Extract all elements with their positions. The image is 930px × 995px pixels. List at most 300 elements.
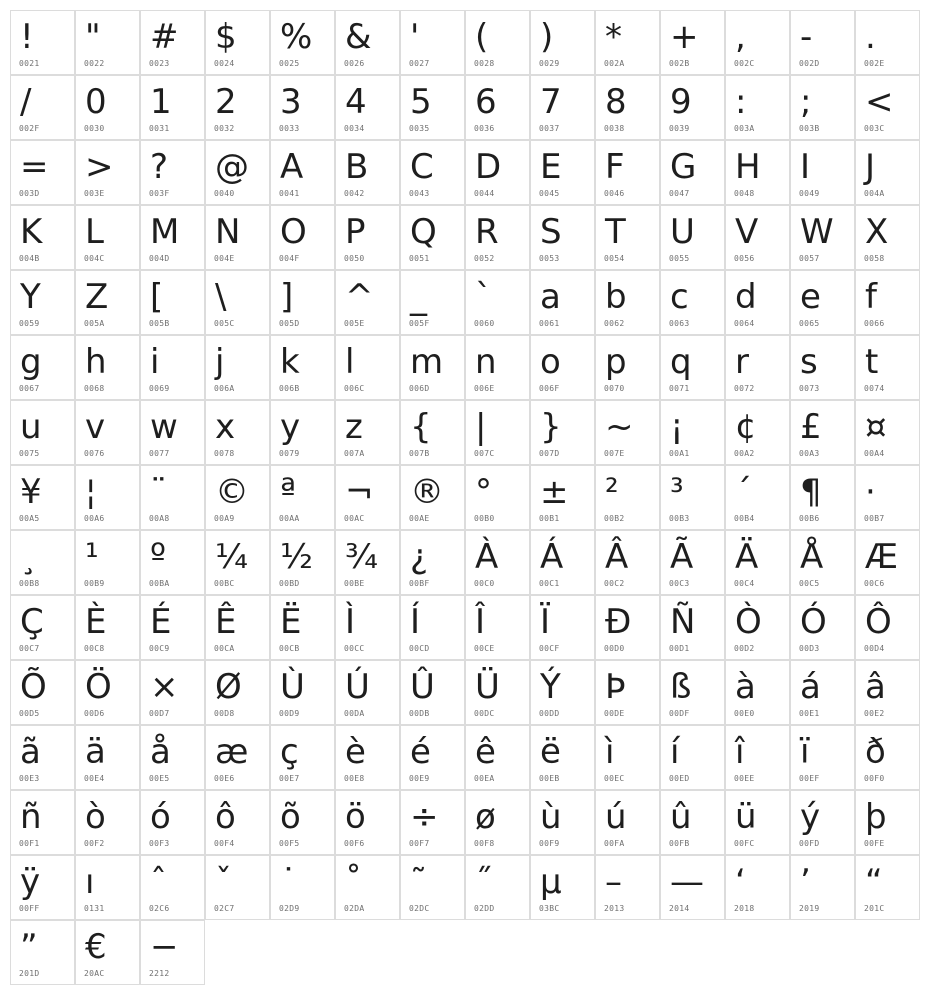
glyph-character: ! [20, 17, 34, 57]
glyph-codepoint: 00E2 [864, 709, 885, 718]
glyph-codepoint: 00A9 [214, 514, 235, 523]
glyph-cell [205, 530, 270, 595]
glyph-codepoint: 0042 [344, 189, 365, 198]
glyph-character: Á [540, 537, 564, 577]
glyph-codepoint: 00EF [799, 774, 820, 783]
glyph-character: ` [475, 277, 492, 317]
glyph-character: ì [605, 732, 615, 772]
glyph-codepoint: 00D6 [84, 709, 105, 718]
glyph-cell [465, 205, 530, 270]
glyph-character: ð [865, 732, 886, 772]
glyph-codepoint: 2018 [734, 904, 755, 913]
glyph-codepoint: 00CC [344, 644, 365, 653]
glyph-codepoint: 00A1 [669, 449, 690, 458]
glyph-character: G [670, 147, 697, 187]
glyph-codepoint: 00E0 [734, 709, 755, 718]
glyph-codepoint: 00C5 [799, 579, 820, 588]
glyph-character: Ë [280, 602, 302, 642]
glyph-character: P [345, 212, 366, 252]
glyph-character: Ó [800, 602, 827, 642]
glyph-codepoint: 00B9 [84, 579, 105, 588]
glyph-codepoint: 0076 [84, 449, 105, 458]
glyph-character: N [215, 212, 241, 252]
glyph-codepoint: 00FD [799, 839, 820, 848]
glyph-cell [855, 595, 920, 660]
glyph-cell [660, 400, 725, 465]
glyph-character: ’ [800, 862, 811, 902]
glyph-cell [205, 335, 270, 400]
glyph-cell [465, 595, 530, 660]
glyph-codepoint: 00A2 [734, 449, 755, 458]
glyph-cell [595, 270, 660, 335]
glyph-character: ¬ [345, 472, 374, 512]
glyph-character: û [670, 797, 692, 837]
glyph-cell [10, 75, 75, 140]
glyph-character: ^ [345, 277, 374, 317]
glyph-codepoint: 00EB [539, 774, 560, 783]
glyph-cell [660, 75, 725, 140]
glyph-cell [790, 725, 855, 790]
glyph-codepoint: 00E5 [149, 774, 170, 783]
glyph-character: ® [410, 472, 444, 512]
glyph-cell [205, 790, 270, 855]
glyph-character: | [475, 407, 487, 447]
glyph-cell [660, 335, 725, 400]
glyph-cell [270, 335, 335, 400]
glyph-codepoint: 0058 [864, 254, 885, 263]
glyph-codepoint: 00DB [409, 709, 430, 718]
glyph-cell [465, 140, 530, 205]
glyph-cell [530, 725, 595, 790]
glyph-character: . [865, 17, 876, 57]
glyph-cell [10, 530, 75, 595]
glyph-cell [530, 270, 595, 335]
glyph-character: ¸ [20, 537, 37, 577]
glyph-cell [465, 465, 530, 530]
glyph-cell [270, 10, 335, 75]
glyph-cell [530, 790, 595, 855]
glyph-codepoint: 0031 [149, 124, 170, 133]
glyph-character: · [865, 472, 876, 512]
glyph-character: ) [540, 17, 554, 57]
glyph-cell [530, 140, 595, 205]
glyph-character: ë [540, 732, 561, 772]
glyph-codepoint: 03BC [539, 904, 560, 913]
glyph-codepoint: 00A5 [19, 514, 40, 523]
glyph-cell [335, 595, 400, 660]
glyph-codepoint: 00B0 [474, 514, 495, 523]
glyph-codepoint: 007A [344, 449, 365, 458]
glyph-codepoint: 00E3 [19, 774, 40, 783]
glyph-character: 1 [150, 82, 172, 122]
glyph-character: × [150, 667, 179, 707]
glyph-codepoint: 0027 [409, 59, 430, 68]
glyph-codepoint: 0043 [409, 189, 430, 198]
glyph-cell [530, 465, 595, 530]
glyph-cell [140, 725, 205, 790]
glyph-codepoint: 00BE [344, 579, 365, 588]
glyph-character: V [735, 212, 759, 252]
glyph-cell [465, 790, 530, 855]
glyph-character: ¿ [410, 537, 429, 577]
glyph-codepoint: 0072 [734, 384, 755, 393]
glyph-character: ¥ [20, 472, 42, 512]
glyph-character: i [150, 342, 160, 382]
glyph-character: Ã [670, 537, 694, 577]
glyph-character: I [800, 147, 811, 187]
glyph-codepoint: 00E8 [344, 774, 365, 783]
glyph-character: h [85, 342, 107, 382]
glyph-codepoint: 0056 [734, 254, 755, 263]
glyph-codepoint: 00BD [279, 579, 300, 588]
glyph-codepoint: 0078 [214, 449, 235, 458]
glyph-codepoint: 005C [214, 319, 235, 328]
glyph-codepoint: 00A4 [864, 449, 885, 458]
glyph-cell [10, 660, 75, 725]
glyph-character: ? [150, 147, 169, 187]
glyph-cell [270, 530, 335, 595]
glyph-cell [75, 530, 140, 595]
glyph-codepoint: 00F7 [409, 839, 430, 848]
glyph-cell [465, 75, 530, 140]
glyph-cell [205, 75, 270, 140]
glyph-cell [465, 855, 530, 920]
glyph-codepoint: 00D2 [734, 644, 755, 653]
glyph-cell [595, 205, 660, 270]
glyph-cell [725, 400, 790, 465]
glyph-character: ê [475, 732, 496, 772]
glyph-codepoint: 0071 [669, 384, 690, 393]
glyph-codepoint: 00B8 [19, 579, 40, 588]
glyph-codepoint: 005E [344, 319, 365, 328]
glyph-codepoint: 0037 [539, 124, 560, 133]
glyph-codepoint: 0024 [214, 59, 235, 68]
glyph-codepoint: 002D [799, 59, 820, 68]
glyph-character: s [800, 342, 818, 382]
glyph-codepoint: 00E6 [214, 774, 235, 783]
glyph-cell [205, 660, 270, 725]
glyph-character: q [670, 342, 692, 382]
glyph-cell [10, 205, 75, 270]
glyph-cell [335, 465, 400, 530]
glyph-codepoint: 003A [734, 124, 755, 133]
glyph-codepoint: 00AA [279, 514, 300, 523]
glyph-character: & [345, 17, 372, 57]
glyph-codepoint: 00F1 [19, 839, 40, 848]
glyph-cell [725, 465, 790, 530]
glyph-cell [530, 530, 595, 595]
glyph-character: \ [215, 277, 227, 317]
glyph-codepoint: 00B7 [864, 514, 885, 523]
glyph-cell [595, 335, 660, 400]
glyph-character: % [280, 17, 313, 57]
glyph-character: ˆ [150, 862, 167, 902]
glyph-character: > [85, 147, 114, 187]
glyph-cell [140, 335, 205, 400]
glyph-codepoint: 002E [864, 59, 885, 68]
glyph-codepoint: 00FA [604, 839, 625, 848]
glyph-cell [205, 465, 270, 530]
glyph-cell [140, 140, 205, 205]
glyph-character: € [85, 927, 107, 967]
glyph-codepoint: 0079 [279, 449, 300, 458]
glyph-cell [465, 10, 530, 75]
glyph-codepoint: 00DD [539, 709, 560, 718]
glyph-character: D [475, 147, 502, 187]
glyph-codepoint: 00CD [409, 644, 430, 653]
glyph-cell [855, 530, 920, 595]
glyph-cell [400, 335, 465, 400]
glyph-cell [400, 725, 465, 790]
glyph-codepoint: 0023 [149, 59, 170, 68]
glyph-character: / [20, 82, 32, 122]
glyph-codepoint: 2019 [799, 904, 820, 913]
glyph-character: º [150, 537, 167, 577]
glyph-character: © [215, 472, 249, 512]
glyph-codepoint: 00B2 [604, 514, 625, 523]
glyph-cell [530, 205, 595, 270]
glyph-character: ï [800, 732, 810, 772]
glyph-character: o [540, 342, 561, 382]
glyph-character: Ï [540, 602, 551, 642]
glyph-character: ½ [280, 537, 313, 577]
glyph-cell [270, 725, 335, 790]
glyph-cell [595, 530, 660, 595]
glyph-character: ‘ [735, 862, 746, 902]
glyph-character: ' [410, 17, 420, 57]
glyph-codepoint: 0030 [84, 124, 105, 133]
glyph-character: R [475, 212, 499, 252]
glyph-character: k [280, 342, 300, 382]
glyph-character: j [215, 342, 225, 382]
glyph-codepoint: 006A [214, 384, 235, 393]
glyph-cell [400, 465, 465, 530]
glyph-character: Ð [605, 602, 632, 642]
glyph-character: u [20, 407, 42, 447]
glyph-cell [140, 205, 205, 270]
glyph-character: T [605, 212, 626, 252]
glyph-codepoint: 00F6 [344, 839, 365, 848]
glyph-codepoint: 00B3 [669, 514, 690, 523]
glyph-codepoint: 00F8 [474, 839, 495, 848]
glyph-cell [790, 140, 855, 205]
glyph-codepoint: 00A8 [149, 514, 170, 523]
glyph-codepoint: 0053 [539, 254, 560, 263]
glyph-cell [140, 855, 205, 920]
glyph-cell [10, 790, 75, 855]
glyph-codepoint: 003D [19, 189, 40, 198]
glyph-character: 2 [215, 82, 237, 122]
glyph-codepoint: 00DF [669, 709, 690, 718]
glyph-codepoint: 00C0 [474, 579, 495, 588]
glyph-codepoint: 00E4 [84, 774, 105, 783]
glyph-codepoint: 002B [669, 59, 690, 68]
glyph-cell [400, 855, 465, 920]
glyph-character: O [280, 212, 307, 252]
glyph-codepoint: 00C4 [734, 579, 755, 588]
glyph-codepoint: 00F3 [149, 839, 170, 848]
glyph-character: ó [150, 797, 171, 837]
glyph-codepoint: 0060 [474, 319, 495, 328]
glyph-character: K [20, 212, 43, 252]
glyph-codepoint: 0074 [864, 384, 885, 393]
glyph-cell [530, 400, 595, 465]
glyph-character: b [605, 277, 627, 317]
glyph-character: Ù [280, 667, 305, 707]
glyph-cell [270, 790, 335, 855]
glyph-character: f [865, 277, 877, 317]
glyph-codepoint: 002C [734, 59, 755, 68]
glyph-cell [205, 400, 270, 465]
glyph-character: F [605, 147, 625, 187]
glyph-cell [790, 75, 855, 140]
glyph-codepoint: 00AC [344, 514, 365, 523]
glyph-cell [140, 465, 205, 530]
glyph-character: μ [540, 862, 562, 902]
glyph-codepoint: 00C2 [604, 579, 625, 588]
glyph-cell [595, 465, 660, 530]
glyph-character: ] [280, 277, 294, 317]
glyph-character: J [865, 147, 876, 187]
glyph-codepoint: 00FE [864, 839, 885, 848]
glyph-cell [400, 270, 465, 335]
glyph-codepoint: 00F0 [864, 774, 885, 783]
glyph-character: Î [475, 602, 486, 642]
glyph-character: Q [410, 212, 437, 252]
glyph-cell [10, 465, 75, 530]
glyph-cell [530, 10, 595, 75]
glyph-cell [205, 855, 270, 920]
glyph-character: Ö [85, 667, 112, 707]
glyph-character: d [735, 277, 757, 317]
glyph-codepoint: 00DC [474, 709, 495, 718]
glyph-cell [725, 855, 790, 920]
glyph-codepoint: 0061 [539, 319, 560, 328]
glyph-cell [205, 10, 270, 75]
glyph-codepoint: 00D9 [279, 709, 300, 718]
glyph-codepoint: 00D7 [149, 709, 170, 718]
glyph-codepoint: 00DE [604, 709, 625, 718]
glyph-codepoint: 0052 [474, 254, 495, 263]
glyph-codepoint: 0057 [799, 254, 820, 263]
glyph-codepoint: 00F9 [539, 839, 560, 848]
glyph-codepoint: 00D0 [604, 644, 625, 653]
glyph-codepoint: 0044 [474, 189, 495, 198]
glyph-cell [335, 660, 400, 725]
glyph-character: 7 [540, 82, 562, 122]
glyph-codepoint: 00B4 [734, 514, 755, 523]
glyph-character: ˚ [345, 862, 362, 902]
glyph-character: + [670, 17, 699, 57]
glyph-codepoint: 02C6 [149, 904, 170, 913]
glyph-character: x [215, 407, 236, 447]
glyph-character: * [605, 17, 622, 57]
glyph-cell [205, 270, 270, 335]
glyph-codepoint: 007B [409, 449, 430, 458]
glyph-cell [725, 335, 790, 400]
glyph-character: þ [865, 797, 887, 837]
glyph-cell [10, 270, 75, 335]
glyph-cell [660, 725, 725, 790]
glyph-cell [790, 790, 855, 855]
glyph-codepoint: 00BA [149, 579, 170, 588]
glyph-codepoint: 00EA [474, 774, 495, 783]
glyph-character: ß [670, 667, 692, 707]
glyph-codepoint: 0063 [669, 319, 690, 328]
glyph-codepoint: 0026 [344, 59, 365, 68]
glyph-character: ÷ [410, 797, 439, 837]
glyph-character: " [85, 17, 101, 57]
glyph-cell [725, 140, 790, 205]
glyph-character: 9 [670, 82, 692, 122]
glyph-character: { [410, 407, 432, 447]
glyph-codepoint: 0054 [604, 254, 625, 263]
glyph-character: A [280, 147, 304, 187]
glyph-character: Z [85, 277, 109, 317]
glyph-character: r [735, 342, 749, 382]
glyph-codepoint: 00C7 [19, 644, 40, 653]
glyph-character: Ô [865, 602, 892, 642]
glyph-codepoint: 00E7 [279, 774, 300, 783]
glyph-character: − [150, 927, 179, 967]
glyph-cell [270, 140, 335, 205]
glyph-cell [140, 400, 205, 465]
glyph-codepoint: 00BF [409, 579, 430, 588]
glyph-codepoint: 02DC [409, 904, 430, 913]
glyph-cell [595, 725, 660, 790]
glyph-codepoint: 00B1 [539, 514, 560, 523]
glyph-cell [530, 75, 595, 140]
glyph-codepoint: 0050 [344, 254, 365, 263]
glyph-codepoint: 0046 [604, 189, 625, 198]
glyph-cell [75, 790, 140, 855]
glyph-codepoint: 00D3 [799, 644, 820, 653]
glyph-character: @ [215, 147, 249, 187]
glyph-codepoint: 00F5 [279, 839, 300, 848]
glyph-cell [855, 400, 920, 465]
glyph-character: è [345, 732, 366, 772]
glyph-codepoint: 00C3 [669, 579, 690, 588]
glyph-character: ¨ [150, 472, 167, 512]
glyph-codepoint: 20AC [84, 969, 105, 978]
glyph-character: E [540, 147, 562, 187]
glyph-character: ± [540, 472, 569, 512]
glyph-cell [595, 140, 660, 205]
glyph-cell [725, 530, 790, 595]
glyph-cell [595, 595, 660, 660]
glyph-character: ¡ [670, 407, 684, 447]
glyph-codepoint: 0055 [669, 254, 690, 263]
glyph-codepoint: 0051 [409, 254, 430, 263]
glyph-cell [530, 595, 595, 660]
glyph-character: ² [605, 472, 619, 512]
glyph-cell [75, 725, 140, 790]
glyph-codepoint: 00C1 [539, 579, 560, 588]
glyph-character: ÿ [20, 862, 41, 902]
glyph-cell [140, 920, 205, 985]
glyph-character: ˙ [280, 862, 297, 902]
glyph-character: Ú [345, 667, 370, 707]
glyph-character: ´ [735, 472, 752, 512]
glyph-character: B [345, 147, 369, 187]
glyph-cell [790, 660, 855, 725]
glyph-cell [205, 205, 270, 270]
glyph-cell [270, 660, 335, 725]
glyph-codepoint: 00C9 [149, 644, 170, 653]
glyph-character: ( [475, 17, 489, 57]
glyph-codepoint: 0034 [344, 124, 365, 133]
glyph-character: ¼ [215, 537, 248, 577]
